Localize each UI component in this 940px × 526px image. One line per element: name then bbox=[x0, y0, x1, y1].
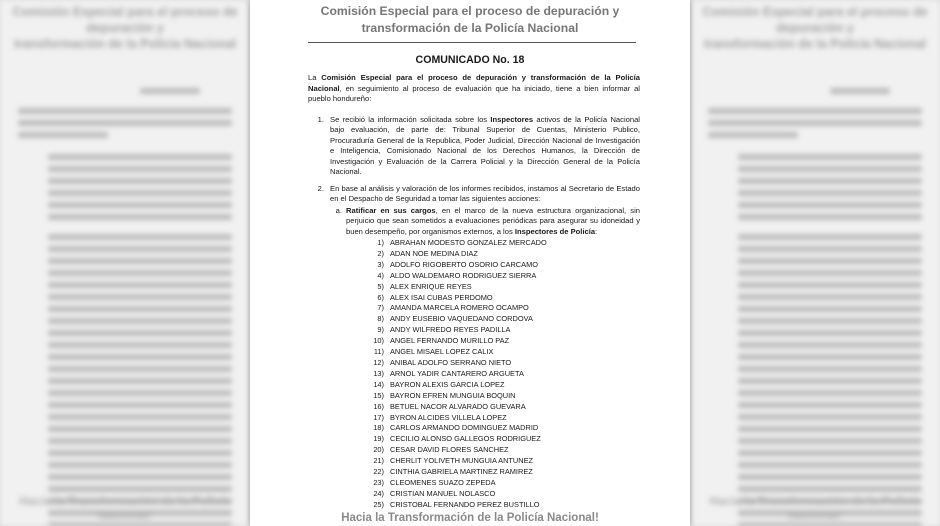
name-number: 24) bbox=[373, 488, 384, 498]
inspector-name: CRISTOBAL FERNANDO PEREZ BUSTILLO bbox=[390, 499, 540, 509]
inspector-name: CESAR DAVID FLORES SANCHEZ bbox=[390, 445, 509, 455]
ghost-title: Comisión Especial para el proceso de depuración y transformación de la Policía Nacional bbox=[12, 5, 238, 51]
title-line-2: transformación de la Policía Nacional bbox=[361, 21, 579, 35]
name-number: 12) bbox=[373, 357, 384, 367]
list-item bbox=[368, 402, 640, 413]
item-text: Se recibió la información solicitada sobre los Inspectores activos de la Policía Nacional bajo evaluación, de parte de: Tribunal Superior de Cuentas, Ministerio Publico, Procuraduría General de la Republica, Poder Judicial, Dirección Nacional de Investigación e Inteligencia, Comisionado Nacional de los Derechos Humanos, la Dirección de Investigación y Evaluación de la Carrera Policial y la Dirección General de la Policía Nacional. bbox=[330, 114, 640, 176]
list-item bbox=[368, 314, 640, 325]
inspector-name: BAYRON ALEXIS GARCIA LOPEZ bbox=[390, 379, 505, 389]
inspectors-list bbox=[368, 238, 640, 511]
inspector-name: ADOLFO RIGOBERTO OSORIO CARCAMO bbox=[390, 259, 538, 269]
page-title bbox=[250, 3, 690, 37]
blurred-right-background: Comisión Especial para el proceso de depuración y transformación de la Policía Nacional Hacia la Transformación de la Policía Nacional! bbox=[690, 0, 940, 526]
list-item bbox=[368, 391, 640, 402]
document-page bbox=[250, 0, 690, 526]
name-number: 2) bbox=[377, 248, 384, 258]
inspector-name: ANGEL FERNANDO MURILLO PAZ bbox=[390, 336, 510, 346]
name-number: 9) bbox=[377, 325, 384, 335]
name-number: 6) bbox=[377, 292, 384, 302]
list-item-1 bbox=[308, 115, 640, 178]
name-number: 22) bbox=[373, 467, 384, 477]
inspector-name: ARNOL YADIR CANTARERO ARGUETA bbox=[390, 368, 524, 378]
sub-item-letter: a. bbox=[335, 205, 342, 215]
name-number: 3) bbox=[377, 259, 384, 269]
list-item bbox=[368, 423, 640, 434]
list-item bbox=[368, 434, 640, 445]
inspector-name: CLEOMENES SUAZO ZEPEDA bbox=[390, 477, 496, 487]
name-number: 17) bbox=[373, 412, 384, 422]
name-number: 1) bbox=[377, 238, 384, 247]
list-item bbox=[368, 336, 640, 347]
inspector-name: CHERLIT YOLIVETH MUNGUIA ANTUNEZ bbox=[390, 456, 534, 466]
name-number: 7) bbox=[377, 303, 384, 313]
inspector-name: BETUEL NACOR ALVARADO GUEVARA bbox=[390, 401, 526, 411]
inspector-name: CRISTIAN MANUEL NOLASCO bbox=[390, 488, 496, 498]
list-item bbox=[368, 358, 640, 369]
name-number: 19) bbox=[373, 434, 384, 444]
item-number: 1. bbox=[317, 114, 324, 124]
footer-slogan: Hacia la Transformación de la Policía Nacional! bbox=[341, 512, 599, 524]
list-item bbox=[368, 238, 640, 249]
title-line-1: Comisión Especial para el proceso de depuración y bbox=[320, 4, 620, 18]
list-item bbox=[368, 369, 640, 380]
list-item bbox=[368, 260, 640, 271]
list-item bbox=[368, 282, 640, 293]
name-number: 8) bbox=[377, 314, 384, 324]
inspector-name: ANGEL MISAEL LOPEZ CALIX bbox=[390, 347, 494, 357]
name-number: 23) bbox=[373, 477, 384, 487]
list-item bbox=[368, 249, 640, 260]
intro-paragraph: La Comisión Especial para el proceso de depuración y transformación de la Policía Nacional, en seguimiento al proceso de evaluación que ha iniciado, tiene a bien informar al pueblo hondureño: bbox=[308, 73, 640, 103]
ghost-title: Comisión Especial para el proceso de depuración y transformación de la Policía Nacional bbox=[702, 5, 928, 51]
inspector-name: CARLOS ARMANDO DOMINGUEZ MADRID bbox=[390, 423, 539, 433]
list-item bbox=[368, 467, 640, 478]
list-item bbox=[368, 293, 640, 304]
name-number: 11) bbox=[373, 347, 384, 357]
name-number: 14) bbox=[373, 379, 384, 389]
inspector-name: CINTHIA GABRIELA MARTINEZ RAMIREZ bbox=[390, 467, 533, 477]
item-text: En base al análisis y valoración de los informes recibidos, instamos al Secretario de Estado en el Despacho de Seguridad a tomar las siguientes acciones: bbox=[330, 183, 640, 203]
blurred-left-background: Comisión Especial para el proceso de depuración y transformación de la Policía Nacional Hacia la Transformación de la Policía Nacional! bbox=[0, 0, 250, 526]
inspector-name: AMANDA MARCELA ROMERO OCAMPO bbox=[390, 303, 529, 313]
inspector-name: BAYRON EFREN MUNGUIA BOQUIN bbox=[390, 390, 516, 400]
inspector-name: ADAN NOE MEDINA DIAZ bbox=[390, 248, 478, 258]
list-item bbox=[368, 445, 640, 456]
list-item bbox=[368, 478, 640, 489]
inspector-name: ANDY EUSEBIO VAQUEDANO CORDOVA bbox=[390, 314, 533, 324]
list-item bbox=[368, 413, 640, 424]
name-number: 15) bbox=[373, 390, 384, 400]
list-item bbox=[368, 271, 640, 282]
communique-number: COMUNICADO No. 18 bbox=[415, 54, 525, 66]
list-item bbox=[368, 456, 640, 467]
name-number: 16) bbox=[373, 401, 384, 411]
inspector-name: ANDY WILFREDO REYES PADILLA bbox=[390, 325, 511, 335]
inspector-name: ANIBAL ADOLFO SERRANO NIETO bbox=[390, 357, 512, 367]
sub-item-text: Ratificar en sus cargos, en el marco de la nueva estructura organizacional, sin perjuicio que sean sometidos a evaluaciones periódicas para asegurar su idoneidad y buen desempeño, por organismos externos, a los Inspectores de Policía: bbox=[346, 205, 640, 236]
name-number: 10) bbox=[373, 336, 384, 346]
name-number: 4) bbox=[377, 270, 384, 280]
list-item bbox=[368, 303, 640, 314]
item-number: 2. bbox=[317, 183, 324, 193]
header-divider bbox=[308, 42, 636, 43]
list-item bbox=[368, 347, 640, 358]
name-number: 13) bbox=[373, 368, 384, 378]
list-item bbox=[368, 489, 640, 500]
inspector-name: BYRON ALCIDES VILLELA LOPEZ bbox=[390, 412, 507, 422]
list-item bbox=[368, 325, 640, 336]
name-number: 25) bbox=[373, 499, 384, 509]
inspector-name: ALEX ENRIQUE REYES bbox=[390, 281, 472, 291]
name-number: 5) bbox=[377, 281, 384, 291]
inspector-name: ABRAHAN MODESTO GONZALEZ MERCADO bbox=[390, 238, 547, 247]
name-number: 18) bbox=[373, 423, 384, 433]
name-number: 20) bbox=[373, 445, 384, 455]
list-item bbox=[368, 500, 640, 511]
name-number: 21) bbox=[373, 456, 384, 466]
list-item-2 bbox=[308, 184, 640, 238]
list-item bbox=[368, 380, 640, 391]
inspector-name: ALDO WALDEMARO RODRIGUEZ SIERRA bbox=[390, 270, 537, 280]
inspector-name: CECILIO ALONSO GALLEGOS RODRIGUEZ bbox=[390, 434, 541, 444]
sub-item-a bbox=[330, 206, 640, 238]
inspector-name: ALEX ISAI CUBAS PERDOMO bbox=[390, 292, 493, 302]
